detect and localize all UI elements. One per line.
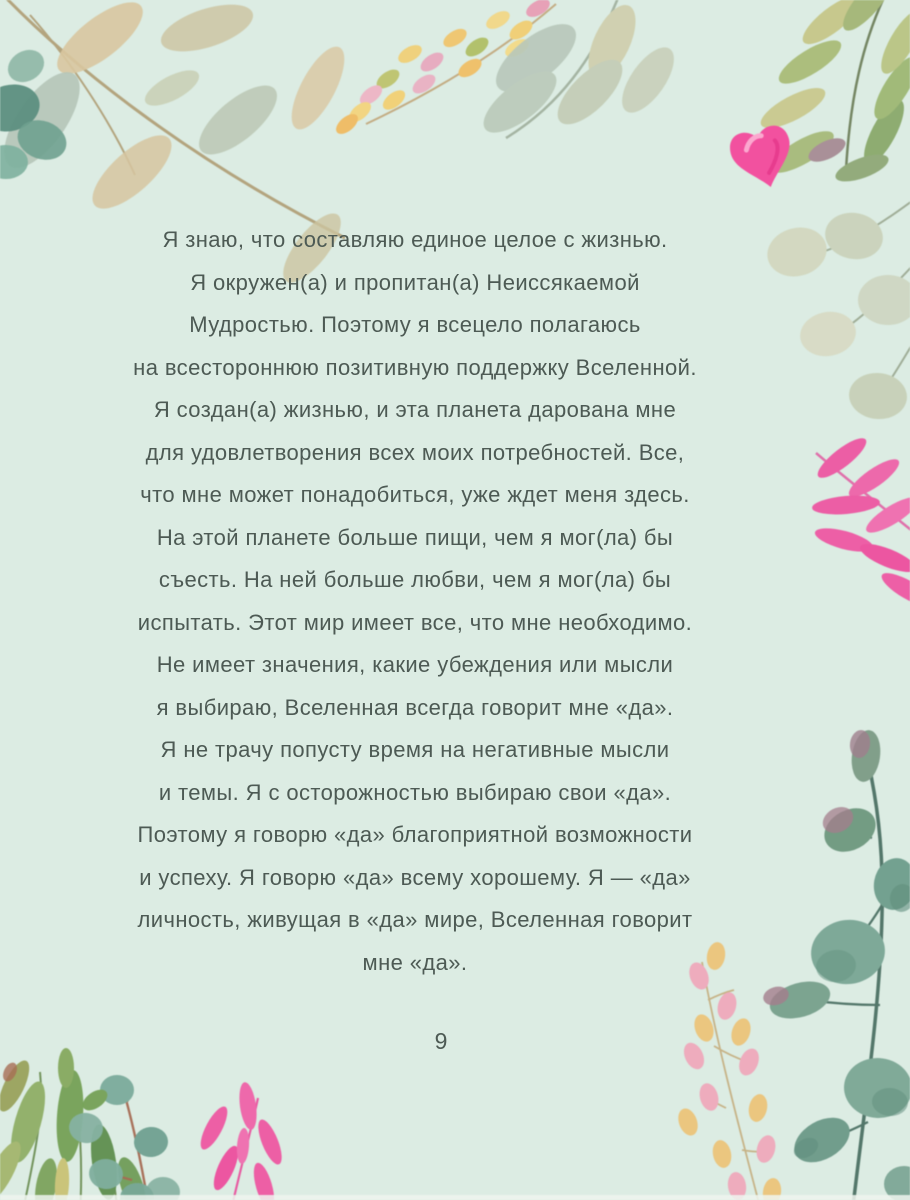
affirmation-line: и темы. Я с осторожностью выбираю свои «да».: [158, 779, 672, 805]
affirmation-line: съесть. На ней больше любви, чем я мог(ла) бы: [158, 567, 672, 592]
affirmation-line: мне «да».: [362, 949, 468, 975]
affirmation-line: личность, живущая в «да» мире, Вселенная говорит: [137, 907, 693, 932]
affirmation-line: Не имеет значения, какие убеждения или мысли: [156, 652, 674, 677]
affirmation-line: для удовлетворения всех моих потребностей. Все,: [145, 439, 685, 465]
affirmation-line: Я не трачу попусту время на негативные мысли: [160, 737, 670, 762]
affirmation-line: я выбираю, Вселенная всегда говорит мне «да».: [156, 694, 674, 720]
bottom-left-pink-fern-illustration: [196, 1081, 287, 1200]
affirmation-line: Я знаю, что составляю единое целое с жизнью.: [162, 227, 668, 252]
affirmation-line: испытать. Этот мир имеет все, что мне необходимо.: [137, 609, 693, 635]
affirmation-line: и успеху. Я говорю «да» всему хорошему. Я — «да»: [139, 864, 691, 890]
affirmation-line: на всестороннюю позитивную поддержку Вселенной.: [133, 354, 697, 380]
affirmation-text: [40, 219, 790, 984]
page-number: 9: [434, 1028, 448, 1054]
affirmation-line: Я окружен(а) и пропитан(а) Неиссякаемой: [190, 269, 640, 295]
page-bottom-edge: [0, 1195, 910, 1200]
affirmation-line: Поэтому я говорю «да» благоприятной возможности: [137, 822, 693, 847]
affirmation-line: На этой планете больше пищи, чем я мог(ла) бы: [156, 524, 674, 550]
right-pink-fern-illustration: [811, 432, 910, 612]
affirmation-line: Я создан(а) жизнью, и эта планета дарована мне: [153, 397, 677, 422]
affirmation-line: что мне может понадобиться, уже ждет меня здесь.: [140, 482, 690, 507]
affirmation-line: Мудростью. Поэтому я всецело полагаюсь: [189, 312, 641, 337]
